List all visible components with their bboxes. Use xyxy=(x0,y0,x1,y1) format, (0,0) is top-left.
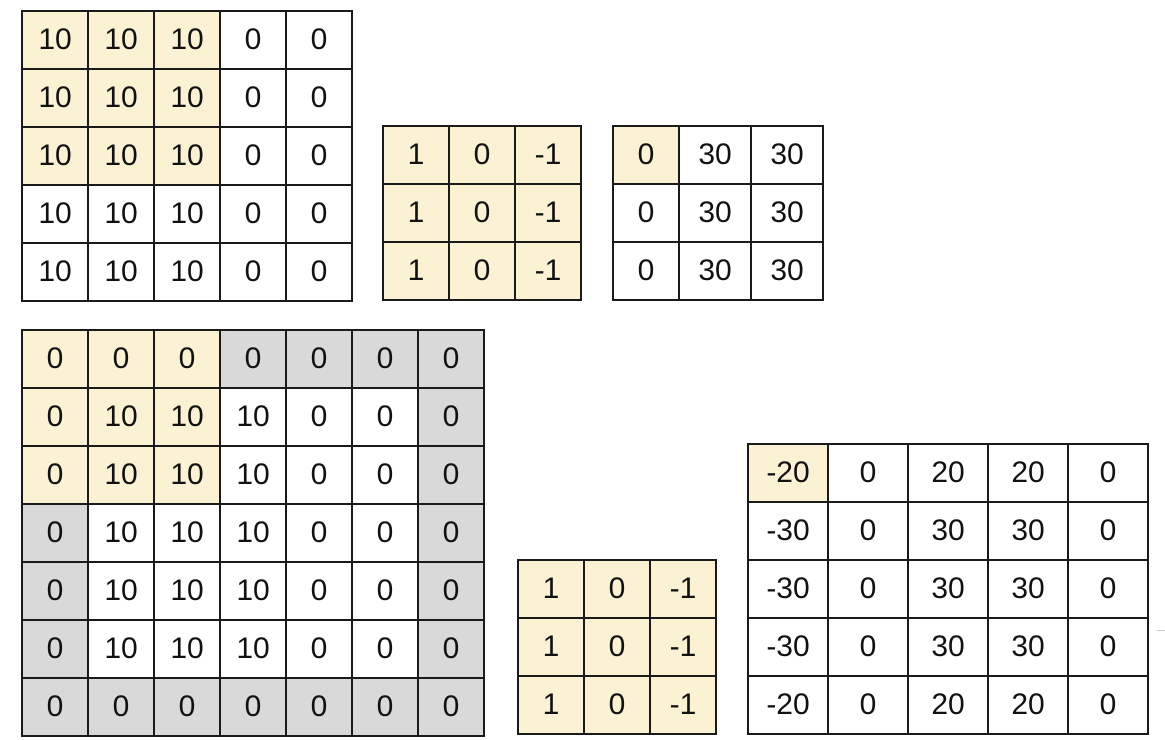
matrix-cell: 0 xyxy=(828,502,908,560)
matrix-cell: 0 xyxy=(220,127,286,185)
matrix-row xyxy=(22,243,352,301)
matrix-cell: 20 xyxy=(988,676,1068,734)
matrix-cell: 10 xyxy=(154,620,220,678)
matrix-cell: 0 xyxy=(584,676,650,734)
matrix-cell: 10 xyxy=(88,562,154,620)
matrix-row xyxy=(748,618,1148,676)
matrix-cell: 0 xyxy=(286,562,352,620)
matrix-cell: 20 xyxy=(908,444,988,502)
matrix-cell: 1 xyxy=(518,560,584,618)
matrix-cell: 30 xyxy=(751,184,823,242)
filter-kernel-padded xyxy=(517,559,717,735)
matrix-cell: 10 xyxy=(220,504,286,562)
matrix-cell: 0 xyxy=(286,620,352,678)
matrix-cell: 0 xyxy=(22,330,88,388)
matrix-cell: 10 xyxy=(88,504,154,562)
matrix-cell: 0 xyxy=(22,620,88,678)
matrix-cell: 0 xyxy=(1068,502,1148,560)
matrix-row xyxy=(748,676,1148,734)
matrix-cell: 0 xyxy=(220,330,286,388)
matrix-row xyxy=(748,444,1148,502)
matrix-row xyxy=(22,504,484,562)
matrix-cell: 0 xyxy=(1068,444,1148,502)
matrix-cell: 1 xyxy=(383,126,449,184)
matrix-cell: 10 xyxy=(220,446,286,504)
matrix-cell: -1 xyxy=(515,242,581,300)
matrix-cell: 0 xyxy=(1068,618,1148,676)
matrix-cell: 0 xyxy=(418,504,484,562)
matrix-cell: 0 xyxy=(22,562,88,620)
matrix-row xyxy=(22,69,352,127)
matrix-cell: 0 xyxy=(449,126,515,184)
matrix-cell: 10 xyxy=(154,243,220,301)
matrix-cell: 10 xyxy=(88,243,154,301)
matrix-cell: 0 xyxy=(613,184,679,242)
matrix-cell: 0 xyxy=(286,446,352,504)
matrix-cell: 10 xyxy=(154,185,220,243)
matrix-cell: 0 xyxy=(286,388,352,446)
matrix-cell: 0 xyxy=(352,678,418,736)
matrix-row xyxy=(22,446,484,504)
matrix-cell: -1 xyxy=(515,184,581,242)
matrix-cell: 0 xyxy=(418,562,484,620)
matrix-cell: 30 xyxy=(751,242,823,300)
matrix-row xyxy=(613,126,823,184)
matrix-cell: 10 xyxy=(154,388,220,446)
matrix-row xyxy=(22,127,352,185)
matrix-cell: 0 xyxy=(286,69,352,127)
matrix-row xyxy=(383,242,581,300)
matrix-cell: 0 xyxy=(220,69,286,127)
matrix-cell: 0 xyxy=(828,618,908,676)
input-matrix xyxy=(21,10,353,302)
matrix-cell: 10 xyxy=(22,69,88,127)
matrix-cell: 20 xyxy=(988,444,1068,502)
matrix-cell: 0 xyxy=(286,678,352,736)
matrix-cell: -30 xyxy=(748,502,828,560)
matrix-row xyxy=(383,184,581,242)
matrix-row xyxy=(613,184,823,242)
matrix-cell: 10 xyxy=(154,127,220,185)
matrix-cell: 0 xyxy=(154,330,220,388)
matrix-row xyxy=(518,560,716,618)
matrix-cell: 10 xyxy=(88,127,154,185)
matrix-cell: 10 xyxy=(154,446,220,504)
matrix-cell: 0 xyxy=(286,127,352,185)
matrix-cell: 0 xyxy=(286,11,352,69)
matrix-cell: 0 xyxy=(584,560,650,618)
matrix-row xyxy=(748,502,1148,560)
matrix-cell: 0 xyxy=(418,388,484,446)
matrix-cell: 30 xyxy=(988,618,1068,676)
matrix-cell: 1 xyxy=(518,676,584,734)
matrix-cell: 0 xyxy=(286,330,352,388)
matrix-cell: 1 xyxy=(518,618,584,676)
matrix-cell: 10 xyxy=(22,11,88,69)
matrix-cell: 0 xyxy=(418,330,484,388)
matrix-cell: 0 xyxy=(154,678,220,736)
matrix-cell: 0 xyxy=(449,242,515,300)
matrix-row xyxy=(518,676,716,734)
matrix-cell: 10 xyxy=(154,69,220,127)
matrix-cell: 30 xyxy=(988,560,1068,618)
matrix-cell: 0 xyxy=(352,562,418,620)
matrix-cell: 0 xyxy=(220,185,286,243)
padded-input-matrix xyxy=(21,329,485,737)
matrix-cell: 0 xyxy=(418,678,484,736)
matrix-cell: -1 xyxy=(650,560,716,618)
matrix-cell: 0 xyxy=(88,330,154,388)
matrix-cell: 0 xyxy=(22,388,88,446)
padded-output-matrix xyxy=(747,443,1149,735)
matrix-cell: -20 xyxy=(748,444,828,502)
matrix-row xyxy=(22,620,484,678)
matrix-cell: -30 xyxy=(748,618,828,676)
matrix-row xyxy=(383,126,581,184)
matrix-cell: 30 xyxy=(908,502,988,560)
matrix-row xyxy=(22,562,484,620)
output-matrix xyxy=(612,125,824,301)
matrix-cell: -20 xyxy=(748,676,828,734)
matrix-cell: 0 xyxy=(352,620,418,678)
matrix-cell: 0 xyxy=(220,11,286,69)
matrix-cell: 10 xyxy=(22,127,88,185)
matrix-cell: 0 xyxy=(286,243,352,301)
matrix-cell: 0 xyxy=(220,678,286,736)
matrix-cell: 30 xyxy=(908,618,988,676)
matrix-cell: 30 xyxy=(679,184,751,242)
matrix-cell: 30 xyxy=(908,560,988,618)
matrix-cell: 10 xyxy=(88,388,154,446)
matrix-cell: 0 xyxy=(1068,676,1148,734)
matrix-cell: 10 xyxy=(88,11,154,69)
matrix-cell: 0 xyxy=(828,560,908,618)
matrix-cell: -1 xyxy=(650,618,716,676)
matrix-cell: 0 xyxy=(449,184,515,242)
matrix-cell: -1 xyxy=(650,676,716,734)
matrix-cell: 0 xyxy=(22,678,88,736)
matrix-cell: 0 xyxy=(352,446,418,504)
matrix-row xyxy=(22,388,484,446)
matrix-cell: 0 xyxy=(22,446,88,504)
matrix-cell: 10 xyxy=(220,388,286,446)
matrix-cell: -30 xyxy=(748,560,828,618)
matrix-cell: 0 xyxy=(828,444,908,502)
filter-kernel xyxy=(382,125,582,301)
matrix-cell: 10 xyxy=(88,446,154,504)
matrix-cell: 10 xyxy=(154,11,220,69)
matrix-cell: 10 xyxy=(88,185,154,243)
matrix-cell: 0 xyxy=(220,243,286,301)
matrix-cell: 0 xyxy=(1068,560,1148,618)
edge-tick-line xyxy=(1157,630,1165,631)
matrix-cell: 0 xyxy=(352,388,418,446)
matrix-cell: 10 xyxy=(220,562,286,620)
matrix-row xyxy=(518,618,716,676)
matrix-cell: 10 xyxy=(88,69,154,127)
matrix-cell: 0 xyxy=(613,126,679,184)
matrix-cell: 10 xyxy=(22,185,88,243)
matrix-cell: 20 xyxy=(908,676,988,734)
matrix-cell: 10 xyxy=(154,562,220,620)
matrix-cell: 0 xyxy=(352,504,418,562)
matrix-row xyxy=(22,678,484,736)
matrix-cell: 0 xyxy=(88,678,154,736)
matrix-cell: 10 xyxy=(88,620,154,678)
matrix-cell: 0 xyxy=(584,618,650,676)
matrix-row xyxy=(613,242,823,300)
matrix-row xyxy=(748,560,1148,618)
matrix-cell: 10 xyxy=(22,243,88,301)
matrix-cell: 10 xyxy=(220,620,286,678)
matrix-cell: 1 xyxy=(383,242,449,300)
matrix-cell: 0 xyxy=(286,185,352,243)
matrix-row xyxy=(22,185,352,243)
matrix-cell: 30 xyxy=(751,126,823,184)
matrix-row xyxy=(22,11,352,69)
matrix-cell: 0 xyxy=(613,242,679,300)
matrix-cell: 0 xyxy=(418,446,484,504)
matrix-cell: 0 xyxy=(22,504,88,562)
matrix-cell: 0 xyxy=(418,620,484,678)
matrix-cell: 30 xyxy=(679,126,751,184)
matrix-cell: 10 xyxy=(154,504,220,562)
matrix-cell: 0 xyxy=(828,676,908,734)
matrix-cell: -1 xyxy=(515,126,581,184)
matrix-cell: 0 xyxy=(286,504,352,562)
matrix-cell: 30 xyxy=(988,502,1068,560)
matrix-cell: 30 xyxy=(679,242,751,300)
matrix-cell: 0 xyxy=(352,330,418,388)
matrix-row xyxy=(22,330,484,388)
matrix-cell: 1 xyxy=(383,184,449,242)
